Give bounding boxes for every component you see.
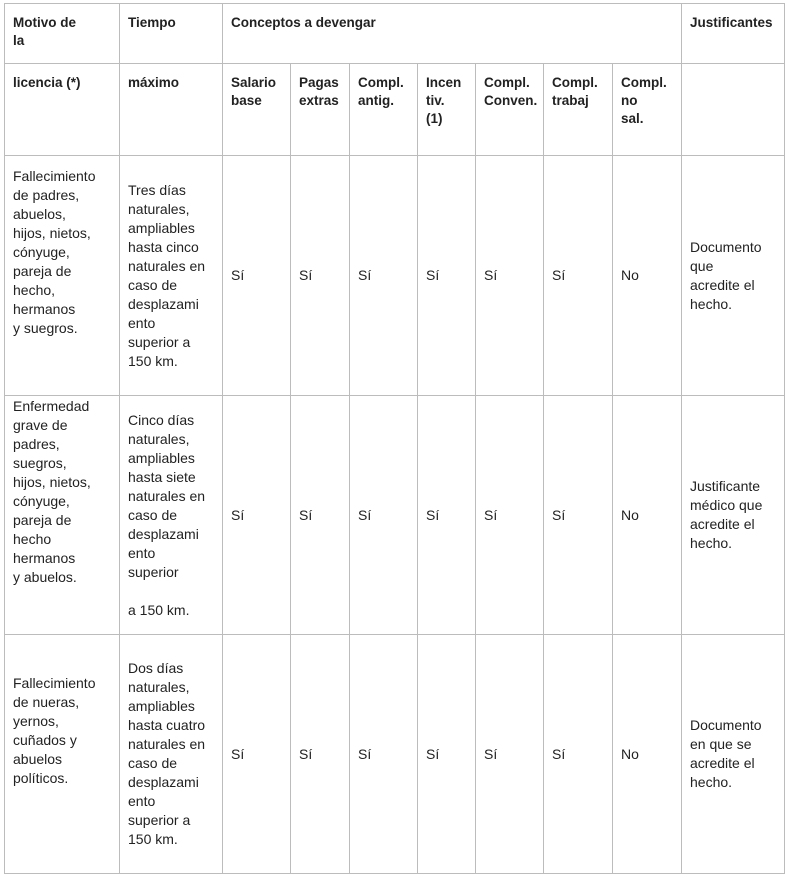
cell-salario-base: Sí [222,155,291,396]
subheader-pagas-extras: Pagas extras [290,63,350,156]
cell-compl-antig: Sí [349,634,418,874]
cell-salario-base: Sí [222,395,291,635]
cell-compl-antig: Sí [349,395,418,635]
header-tiempo: Tiempo [119,3,223,64]
cell-compl-conven: Sí [475,155,544,396]
cell-compl-conven: Sí [475,395,544,635]
subheader-compl-conven: Compl. Conven. [475,63,544,156]
subheader-compl-trabaj: Compl. trabaj [543,63,613,156]
header-conceptos: Conceptos a devengar [222,3,682,64]
cell-motivo: Fallecimiento de nueras, yernos, cuñados y abuelos políticos. [4,634,120,874]
cell-compl-no-sal: No [612,634,682,874]
cell-justificantes: Documento que acredite el hecho. [681,155,785,396]
subheader-compl-antig: Compl. antig. [349,63,418,156]
cell-compl-trabaj: Sí [543,395,613,635]
cell-tiempo: Dos días naturales, ampliables hasta cuatro naturales en caso de desplazami ento superior a 150 km. [119,634,223,874]
header-justificantes: Justificantes [681,3,785,64]
cell-compl-antig: Sí [349,155,418,396]
cell-compl-no-sal: No [612,155,682,396]
cell-tiempo: Cinco días naturales, ampliables hasta siete naturales en caso de desplazami ento superior a 150 km. [119,395,223,635]
cell-motivo: Enfermedad grave de padres, suegros, hijos, nietos, cónyuge, pareja de hecho hermanos y abuelos. [4,395,120,635]
cell-justificantes: Documento en que se acredite el hecho. [681,634,785,874]
cell-tiempo: Tres días naturales, ampliables hasta cinco naturales en caso de desplazami ento superior a 150 km. [119,155,223,396]
cell-incentiv: Sí [417,155,476,396]
header-motivo: Motivo de la [4,3,120,64]
cell-compl-trabaj: Sí [543,155,613,396]
cell-pagas-extras: Sí [290,634,350,874]
subheader-motivo: licencia (*) [4,63,120,156]
cell-motivo: Fallecimiento de padres, abuelos, hijos, nietos, cónyuge, pareja de hecho, hermanos y suegros. [4,155,120,396]
cell-incentiv: Sí [417,395,476,635]
cell-compl-trabaj: Sí [543,634,613,874]
cell-incentiv: Sí [417,634,476,874]
cell-pagas-extras: Sí [290,155,350,396]
cell-salario-base: Sí [222,634,291,874]
subheader-justificantes [681,63,785,156]
subheader-incentiv: Incen tiv. (1) [417,63,476,156]
subheader-tiempo: máximo [119,63,223,156]
subheader-compl-no-sal: Compl. no sal. [612,63,682,156]
cell-compl-no-sal: No [612,395,682,635]
cell-compl-conven: Sí [475,634,544,874]
cell-pagas-extras: Sí [290,395,350,635]
cell-justificantes: Justificante médico que acredite el hecho. [681,395,785,635]
subheader-salario-base: Salario base [222,63,291,156]
